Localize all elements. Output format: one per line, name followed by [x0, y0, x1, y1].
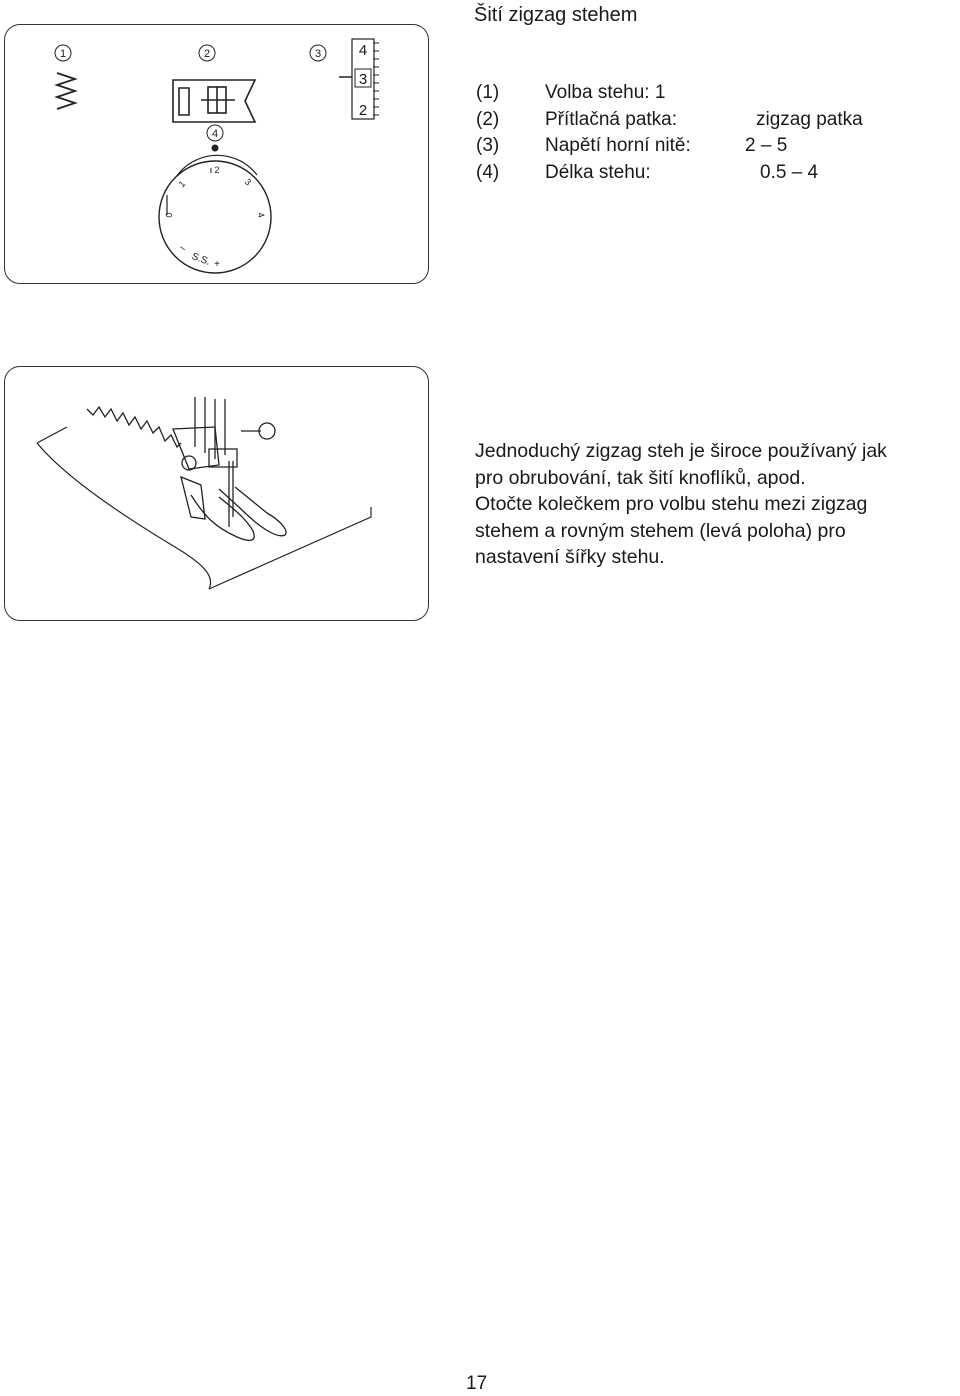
svg-text:0: 0: [163, 211, 175, 219]
settings-diagram-panel: [4, 24, 429, 284]
setting-number: (2): [476, 108, 500, 130]
page-title: Šití zigzag stehem: [474, 4, 638, 26]
svg-text:1: 1: [176, 178, 188, 190]
setting-label: Volba stehu: 1: [545, 82, 666, 103]
settings-diagram: [5, 25, 428, 283]
description-text: [475, 438, 960, 571]
zigzag-seam: [87, 407, 181, 447]
svg-text:S.S.: S.S.: [190, 251, 212, 268]
setting-number: (1): [476, 82, 500, 103]
callout-2: [199, 45, 215, 61]
setting-value: zigzag patka: [756, 108, 863, 130]
svg-text:2: 2: [358, 102, 368, 119]
description-line: Jednoduchý zigzag steh je široce používaný jak: [475, 440, 887, 462]
description-line: pro obrubování, tak šití knoflíků, apod.: [475, 466, 806, 489]
svg-text:2: 2: [214, 165, 220, 175]
page-number: 17: [466, 1373, 488, 1394]
callout-1: [55, 45, 71, 61]
setting-value: 2 – 5: [745, 135, 788, 156]
description-line: stehem a rovným stehem (levá poloha) pro: [475, 519, 846, 542]
setting-label: Délka stehu:: [545, 161, 651, 183]
svg-text:2: 2: [203, 48, 211, 60]
stitch-length-dial: [159, 145, 271, 274]
zigzag-sewing-illustration: [5, 367, 428, 620]
svg-text:4: 4: [211, 128, 219, 140]
description-line: nastavení šířky stehu.: [475, 546, 665, 568]
svg-text:–: –: [177, 242, 189, 255]
zigzag-foot-icon: [173, 80, 255, 122]
description-line: Otočte kolečkem pro volbu stehu mezi zigzag: [475, 493, 868, 515]
sewing-illustration-panel: [4, 366, 429, 621]
callout-4: [207, 125, 223, 141]
setting-number: (3): [476, 135, 500, 156]
svg-text:3: 3: [242, 176, 254, 188]
setting-label: Napětí horní nitě:: [545, 135, 691, 156]
setting-label: Přítlačná patka:: [545, 108, 678, 130]
zigzag-stitch-icon: [57, 73, 75, 109]
svg-text:+: +: [214, 259, 220, 270]
setting-number: (4): [476, 161, 500, 183]
setting-value: 0.5 – 4: [760, 161, 819, 183]
svg-text:1: 1: [59, 48, 67, 60]
callout-3: [310, 45, 326, 61]
tension-scale: [339, 39, 379, 119]
svg-text:3: 3: [358, 71, 368, 88]
svg-text:4: 4: [358, 42, 368, 59]
svg-text:4: 4: [255, 211, 267, 219]
presser-foot-icon: [173, 397, 286, 540]
svg-text:3: 3: [314, 48, 322, 60]
